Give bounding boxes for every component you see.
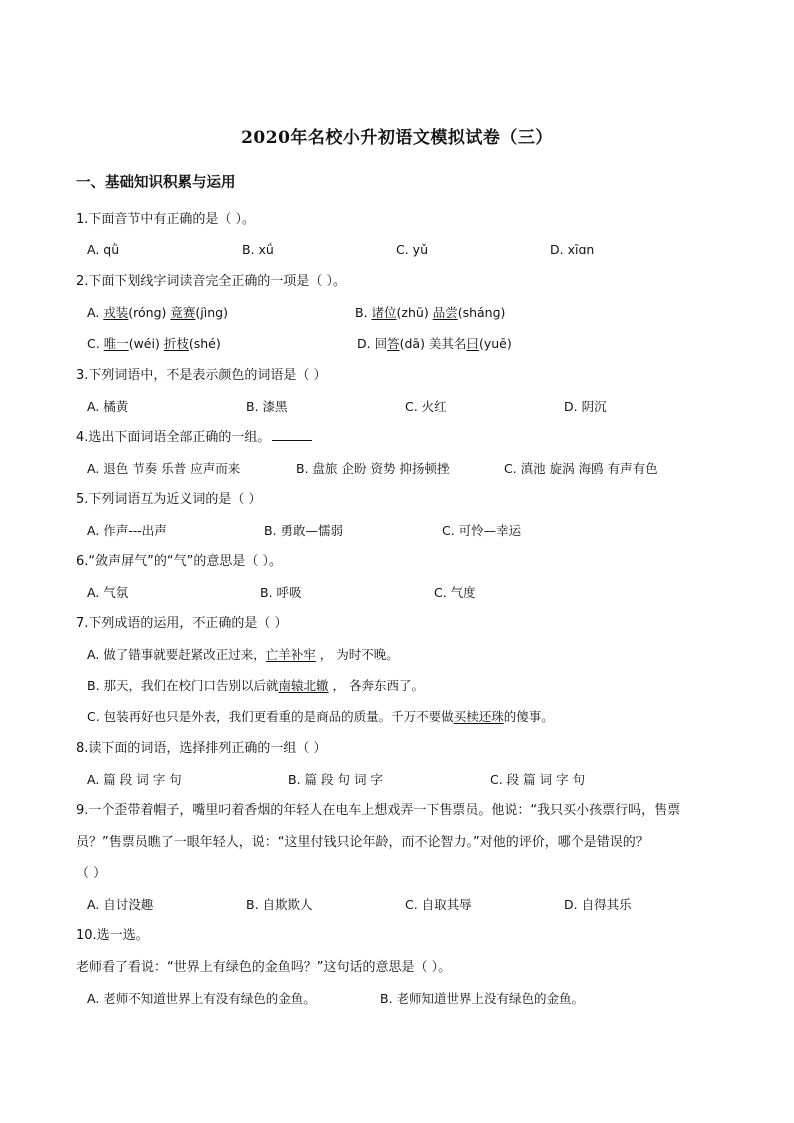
q2-option-b[interactable] [355, 303, 505, 323]
q7-option-c[interactable] [87, 707, 554, 727]
q8-option-c[interactable]: C. 段 篇 词 字 句 [490, 772, 586, 787]
q3-option-c[interactable]: C. 火红 [405, 399, 447, 414]
q2-option-d[interactable] [357, 334, 512, 354]
pinyin: (wéi) [128, 336, 164, 351]
question-4-text: 4.选出下面词语全部正确的一组。 [76, 430, 271, 445]
question-7-stem: 7.下列成语的运用，不正确的是（ ） [76, 616, 288, 631]
pinyin: (róng) [128, 305, 171, 320]
q10-option-b[interactable]: B. 老师知道世界上没有绿色的金鱼。 [380, 991, 585, 1006]
option-prefix: A. [87, 305, 104, 320]
sentence-text: A. 做了错事就要赶紧改正过来， [87, 647, 266, 662]
q4-option-a[interactable]: A. 退色 节奏 乐普 应声而来 [87, 461, 241, 476]
q1-option-a[interactable]: A. qǜ [87, 242, 120, 257]
q8-option-b[interactable]: B. 篇 段 句 词 字 [288, 772, 383, 787]
option-prefix: D. 回 [357, 336, 388, 351]
q10-option-a[interactable]: A. 老师不知道世界上有没有绿色的金鱼。 [87, 991, 316, 1006]
option-prefix: C. [87, 336, 104, 351]
sentence-text: B. 那天，我们在校门口告别以后就 [87, 678, 279, 693]
question-5-stem: 5.下列词语互为近义词的是（ ） [76, 492, 262, 507]
underlined-word: 竟赛 [170, 305, 196, 320]
question-9-line-1: 9.一个歪带着帽子，嘴里叼着香烟的年轻人在电车上想戏弄一下售票员。他说：“我只买小孩票行吗，售票 [76, 803, 681, 818]
q2-option-a[interactable] [87, 303, 228, 323]
q6-option-c[interactable]: C. 气度 [434, 585, 476, 600]
q6-option-b[interactable]: B. 呼吸 [260, 585, 302, 600]
question-10-stem: 10.选一选。 [76, 928, 149, 943]
q3-option-d[interactable]: D. 阴沉 [564, 399, 607, 414]
pinyin: (dā) 美其名 [399, 336, 467, 351]
question-6-stem: 6.“敛声屏气”的“气”的意思是（ ）。 [76, 554, 282, 569]
pinyin: (zhū) [396, 305, 433, 320]
question-9-line-2: 员？”售票员瞧了一眼年轻人，说：“这里付钱只论年龄，而不论智力。”对他的评价，哪个是错误的？ [76, 835, 649, 850]
pinyin: (shé) [188, 336, 221, 351]
underlined-word: 答 [387, 336, 400, 351]
q4-option-b[interactable]: B. 盘旅 企盼 资势 抑扬顿挫 [296, 461, 450, 476]
q8-option-a[interactable]: A. 篇 段 词 字 句 [87, 772, 182, 787]
q3-option-a[interactable]: A. 橘黄 [87, 399, 129, 414]
q1-option-d[interactable]: D. xīɑn [550, 242, 595, 257]
q1-option-b[interactable]: B. xǘ [242, 242, 274, 257]
q6-option-a[interactable]: A. 气氛 [87, 585, 129, 600]
sentence-text: 的傻事。 [503, 709, 554, 724]
q9-option-c[interactable]: C. 自取其辱 [405, 897, 472, 912]
underlined-word: 唯一 [103, 336, 129, 351]
sentence-text: ， 为时不晚。 [315, 647, 399, 662]
question-8-stem: 8.读下面的词语，选择排列正确的一组（ ） [76, 741, 327, 756]
question-1-stem: 1.下面音节中有正确的是（ ）。 [76, 212, 256, 227]
underlined-word: 折枝 [163, 336, 189, 351]
q7-option-b[interactable] [87, 676, 424, 696]
q7-option-a[interactable] [87, 645, 399, 665]
underlined-word: 品尝 [432, 305, 458, 320]
question-9-line-3: （ ） [76, 866, 107, 881]
page-title: 2020年名校小升初语文模拟试卷（三） [241, 128, 553, 148]
q5-option-a[interactable]: A. 作声---出声 [87, 523, 167, 538]
question-4-stem [76, 428, 312, 448]
question-10-line-2: 老师看了看说：“世界上有绿色的金鱼吗？”这句话的意思是（ ）。 [76, 960, 452, 975]
q9-option-a[interactable]: A. 自讨没趣 [87, 897, 154, 912]
sentence-text: C. 包装再好也只是外表，我们更看重的是商品的质量。千万不要做 [87, 709, 454, 724]
underlined-idiom: 买椟还珠 [453, 709, 504, 724]
pinyin: (jìng) [195, 305, 228, 320]
q4-option-c[interactable]: C. 滇池 旋涡 海鸥 有声有色 [504, 461, 658, 476]
underlined-idiom: 亡羊补牢 [265, 647, 316, 662]
option-prefix: B. [355, 305, 372, 320]
pinyin: (shánɡ) [457, 305, 506, 320]
q1-option-c[interactable]: C. yǔ [396, 242, 428, 257]
q9-option-d[interactable]: D. 自得其乐 [564, 897, 632, 912]
q3-option-b[interactable]: B. 漆黑 [246, 399, 288, 414]
sentence-text: ， 各奔东西了。 [328, 678, 424, 693]
q5-option-b[interactable]: B. 勇敢—懦弱 [264, 523, 344, 538]
underlined-word: 曰 [466, 336, 479, 351]
q5-option-c[interactable]: C. 可怜—幸运 [442, 523, 522, 538]
question-2-stem: 2.下面下划线字词读音完全正确的一项是（ ）。 [76, 274, 347, 289]
q2-option-c[interactable] [87, 334, 221, 354]
pinyin: (yuē) [478, 336, 512, 351]
question-3-stem: 3.下列词语中，不是表示颜色的词语是（ ） [76, 368, 327, 383]
section-heading: 一、基础知识积累与运用 [76, 175, 236, 191]
underlined-word: 诸位 [371, 305, 397, 320]
q9-option-b[interactable]: B. 自欺欺人 [246, 897, 313, 912]
answer-blank[interactable] [272, 428, 312, 441]
underlined-word: 戎装 [103, 305, 129, 320]
underlined-idiom: 南辕北辙 [278, 678, 329, 693]
